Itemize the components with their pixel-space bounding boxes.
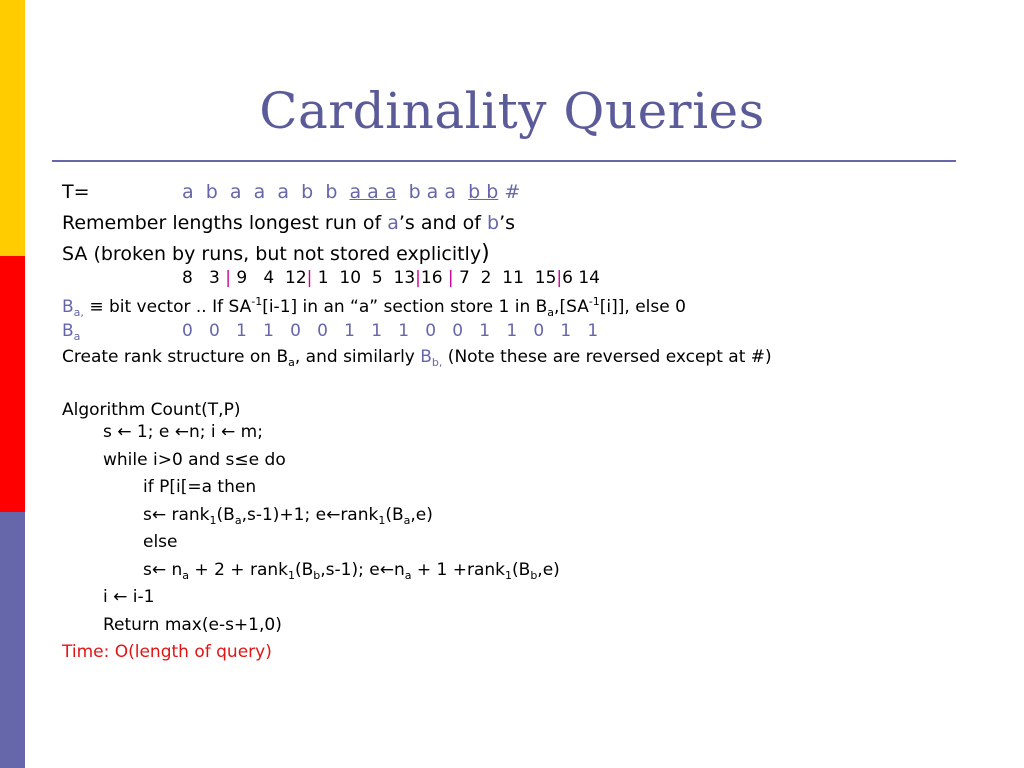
ba-definition — [62, 295, 686, 319]
algo-text: s← rank — [143, 505, 210, 525]
ba-text: ,[SA — [554, 297, 589, 317]
algo-text: ,e) — [410, 505, 433, 525]
algo-sub: b — [313, 569, 321, 582]
rank-sub: a — [288, 356, 295, 369]
sa-group: 6 14 — [562, 268, 600, 288]
ba-sub: a — [547, 306, 555, 319]
ba-bits: 0 0 1 1 0 0 1 1 1 0 0 1 1 0 1 1 — [182, 321, 599, 341]
rank-note: (Note these are reversed except at #) — [442, 347, 772, 367]
algorithm-header: Algorithm Count(T,P) — [62, 400, 241, 420]
bb-sub: b, — [431, 356, 443, 369]
t-char: b — [301, 181, 314, 203]
rank-text: , and similarly — [294, 347, 421, 367]
sa-text: SA (broken by runs, but not stored explicitly — [62, 243, 482, 265]
ba-text: [i]], else 0 — [599, 297, 686, 317]
sa-paren: ) — [481, 241, 490, 266]
algo-sub: 1 — [505, 569, 513, 582]
algo-text: s← n — [143, 560, 183, 580]
ba-sup: -1 — [588, 295, 600, 308]
algo-line-init: s ← 1; e ←n; i ← m; — [103, 422, 263, 442]
algo-line-decrement: i ← i-1 — [103, 587, 155, 607]
sa-group: 1 10 5 13 — [312, 268, 416, 288]
left-accent-bar-yellow — [0, 0, 25, 256]
algo-line-while: while i>0 and s≤e do — [103, 450, 286, 470]
sa-values — [182, 268, 600, 288]
t-char: a — [277, 181, 290, 203]
algo-sub: a — [404, 569, 412, 582]
t-char: a — [229, 181, 242, 203]
ba-symbol: B — [62, 297, 74, 317]
slide-title: Cardinality Queries — [259, 82, 765, 140]
algo-text: + 2 + rank — [189, 560, 288, 580]
algo-sub: b — [530, 569, 538, 582]
ba-sup: -1 — [251, 295, 263, 308]
sa-separator: | — [306, 268, 313, 288]
algo-line-then — [143, 505, 433, 527]
t-char: a — [182, 181, 194, 203]
ba-row — [62, 321, 599, 343]
time-complexity-note: Time: O(length of query) — [62, 642, 272, 662]
remember-mid: ’s and of — [398, 212, 487, 234]
algo-sub: a — [234, 514, 242, 527]
left-accent-bar-blue — [0, 512, 25, 768]
algo-text: (B — [512, 560, 531, 580]
algo-sub: a — [403, 514, 411, 527]
remember-b: b — [487, 212, 500, 234]
t-end-marker: # — [504, 181, 521, 203]
algo-text: (B — [385, 505, 404, 525]
ba-row-symbol: B — [62, 321, 74, 341]
t-run-a: a a a — [349, 181, 397, 203]
algo-text: (B — [294, 560, 314, 580]
remember-text: Remember lengths longest run of — [62, 212, 388, 234]
t-row — [62, 181, 521, 203]
algo-sub: 1 — [378, 514, 386, 527]
bb-symbol: B — [420, 347, 432, 367]
rank-text: Create rank structure on B — [62, 347, 289, 367]
remember-line — [62, 212, 515, 234]
ba-row-sub: a — [73, 330, 81, 343]
t-char: a — [253, 181, 266, 203]
rank-line — [62, 347, 772, 369]
algo-text: ,s-1); e←n — [320, 560, 405, 580]
ba-subscript: a, — [73, 306, 84, 319]
remember-post: ’s — [499, 212, 516, 234]
sa-separator: | — [447, 268, 454, 288]
t-char: b — [205, 181, 218, 203]
title-divider — [52, 160, 956, 162]
sa-line — [62, 241, 490, 266]
sa-separator: | — [225, 268, 231, 288]
sa-separator: | — [415, 268, 421, 288]
sa-group: 16 — [420, 268, 448, 288]
algo-text: (B — [216, 505, 235, 525]
sa-group: 7 2 11 15 — [453, 268, 557, 288]
left-accent-bar-red — [0, 256, 25, 512]
t-run-mid: b a a — [408, 181, 457, 203]
algo-line-if: if P[i[=a then — [143, 477, 257, 497]
algo-text: ,e) — [537, 560, 560, 580]
t-run-b: b b — [468, 181, 499, 203]
algo-sub: 1 — [287, 569, 295, 582]
algo-sub: 1 — [209, 514, 217, 527]
algo-line-else-body — [143, 560, 560, 582]
ba-text: [i-1] in an “a” section store 1 in B — [262, 297, 548, 317]
t-sequence — [182, 181, 520, 203]
t-char: b — [325, 181, 338, 203]
algo-text: + 1 +rank — [411, 560, 506, 580]
ba-text: ≡ bit vector .. If SA — [83, 297, 252, 317]
remember-a: a — [387, 212, 399, 234]
algo-text: ,s-1)+1; e←rank — [241, 505, 379, 525]
sa-separator: | — [556, 268, 563, 288]
t-label: T= — [62, 181, 90, 203]
algo-line-else: else — [143, 532, 178, 552]
algo-sub: a — [182, 569, 190, 582]
algo-line-return: Return max(e-s+1,0) — [103, 615, 282, 635]
sa-group: 8 3 — [182, 268, 226, 288]
sa-group: 9 4 12 — [230, 268, 307, 288]
